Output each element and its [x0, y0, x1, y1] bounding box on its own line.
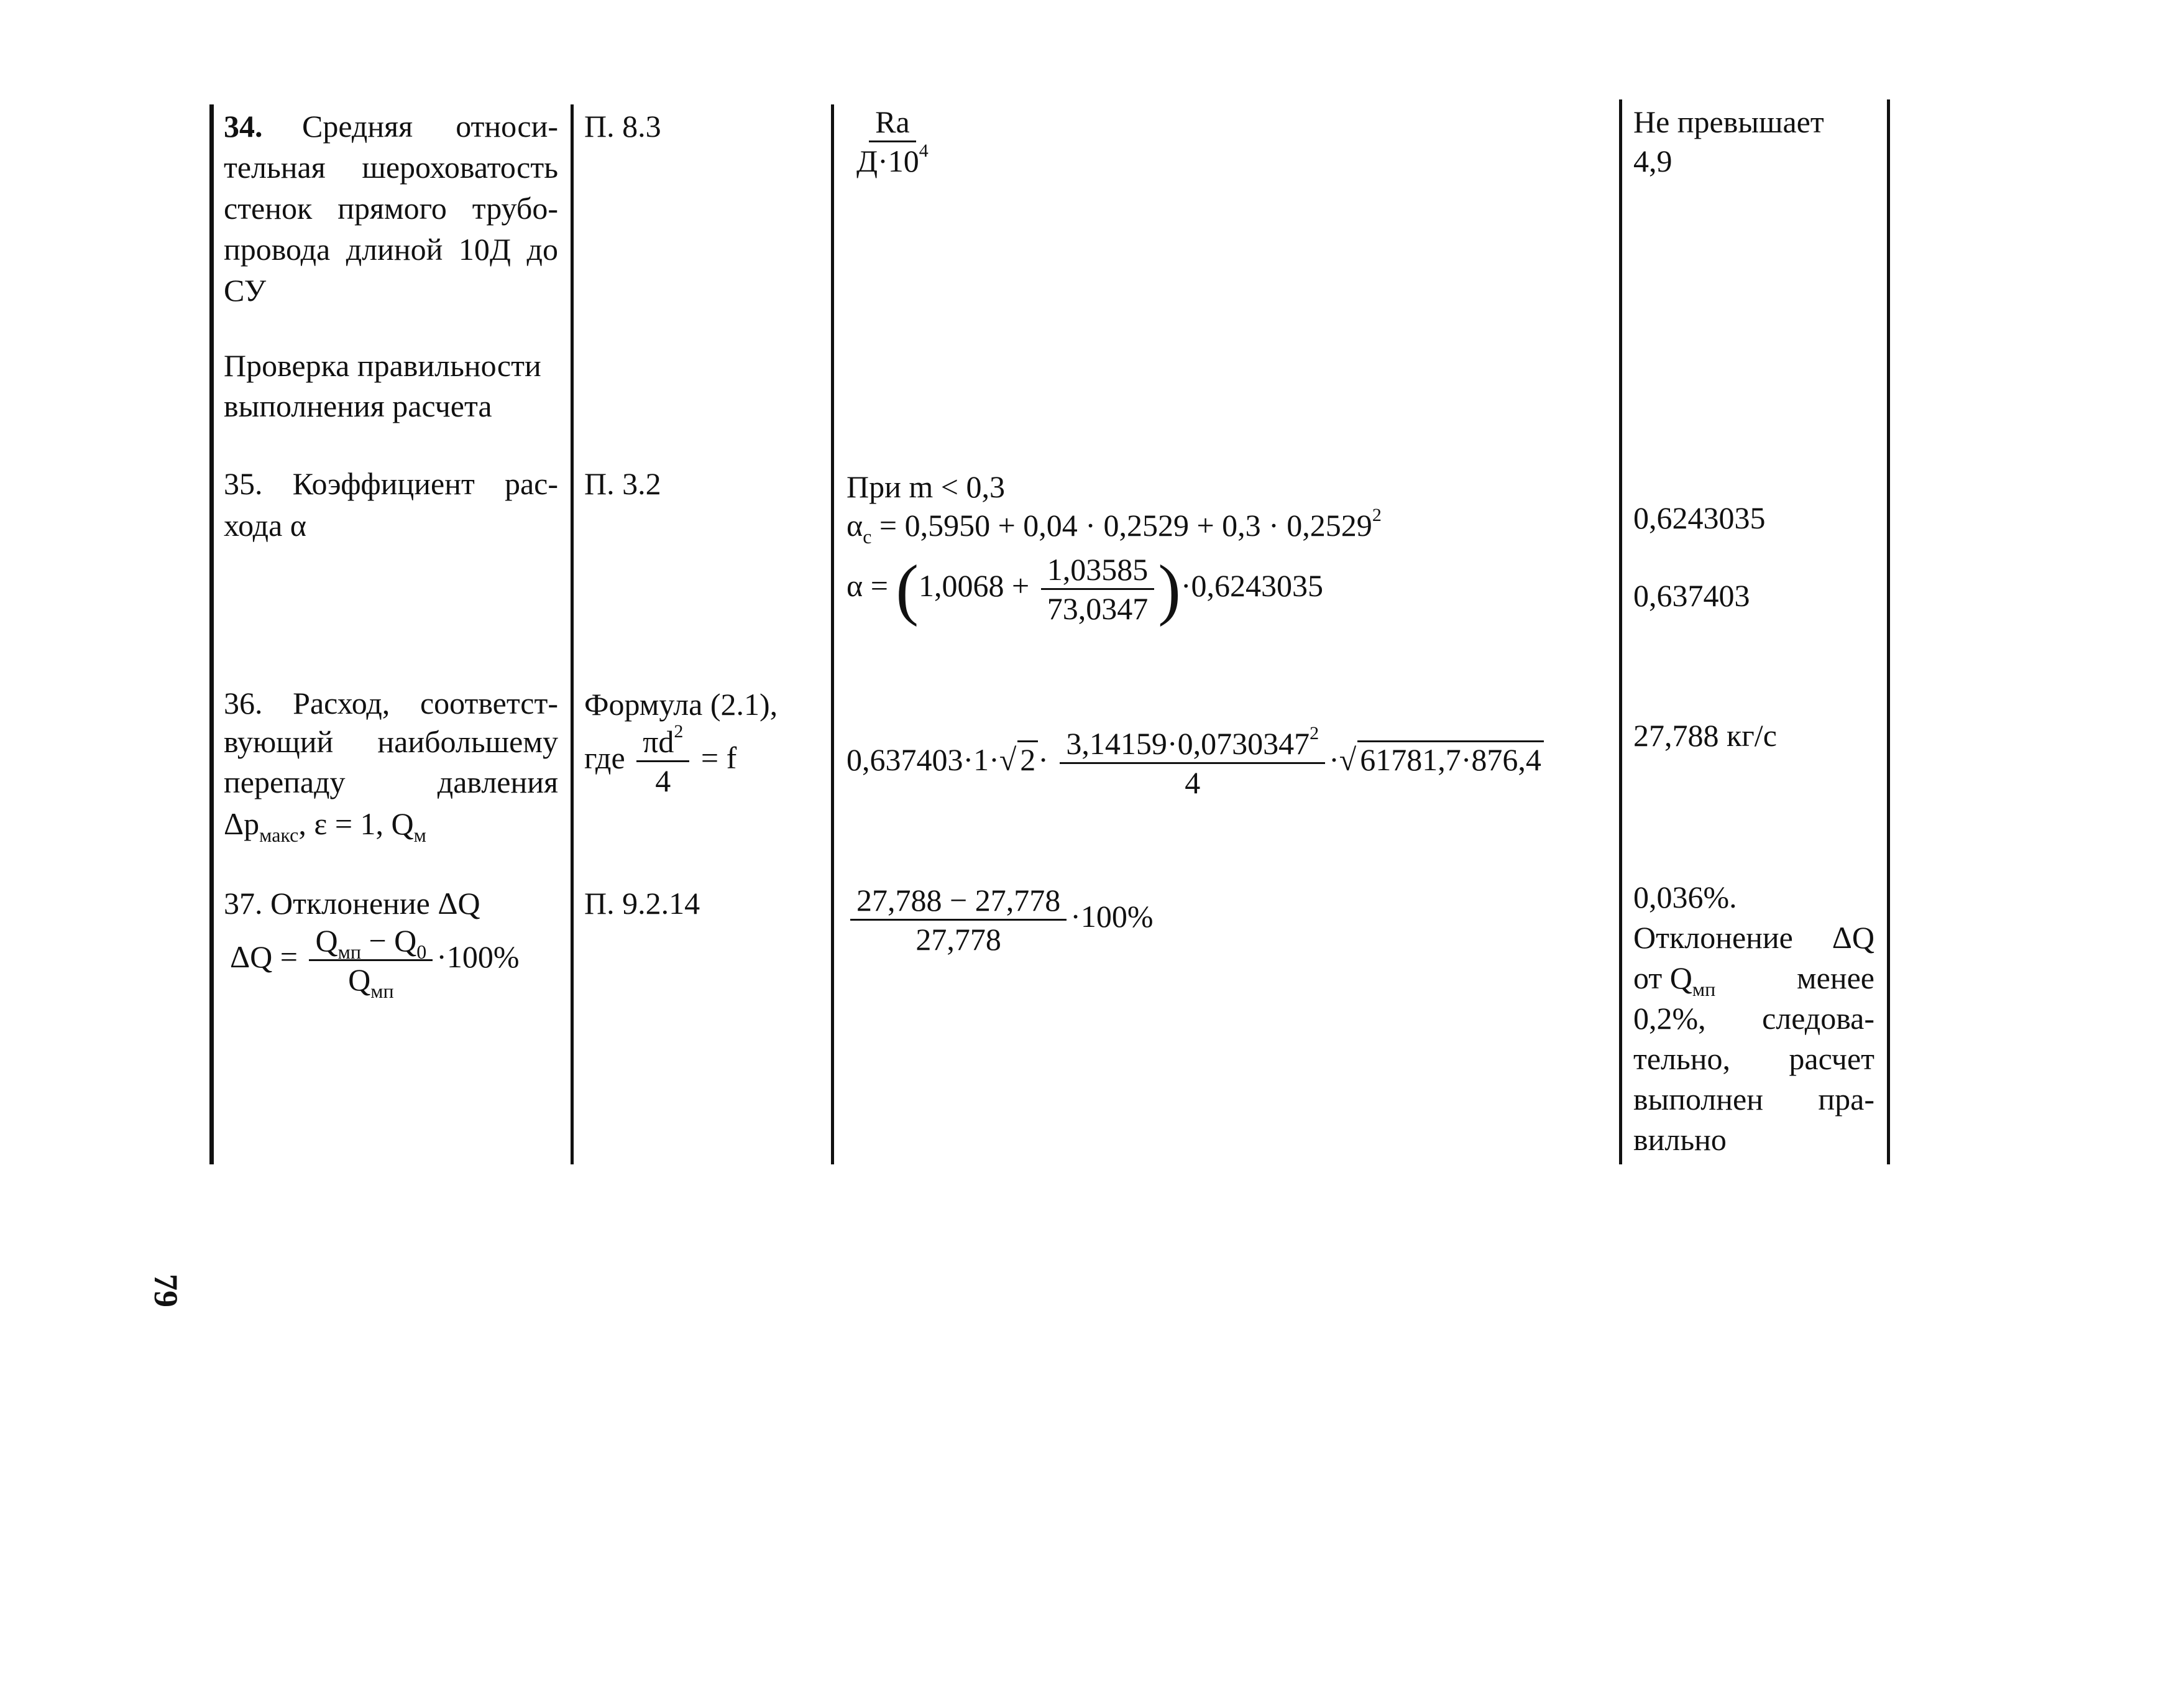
- check-heading-line-2: выполнения расчета: [224, 389, 492, 423]
- row-34-reference: П. 8.3: [584, 109, 661, 144]
- row-37-result-line-1: Отклонение ΔQ: [1633, 920, 1874, 955]
- row-35-name-line-2: хода α: [224, 508, 306, 543]
- row-37-result-value: 0,036%.: [1633, 880, 1737, 914]
- row-36-name-line-2: вующий наибольшему: [224, 724, 558, 759]
- row-34-name-line-5: СУ: [224, 273, 267, 308]
- table-rule-2: [831, 104, 834, 1164]
- row-35-reference: П. 3.2: [584, 466, 661, 501]
- table-border-right: [1887, 99, 1890, 1164]
- check-heading-line-1: Проверка правильности: [224, 348, 541, 383]
- right-paren: ): [1158, 551, 1181, 627]
- row-37-calculation: $\frac{27,788 - 27,778}{27,778}$ ·100%: [847, 883, 1154, 957]
- row-35-name-line-1: 35. Коэффициент рас-: [224, 466, 558, 501]
- row-35-result-2: 0,637403: [1633, 578, 1750, 613]
- row-36-name-line-1: 36. Расход, соответст-: [224, 686, 558, 721]
- row-37-result-line-3: 0,2%, следова-: [1633, 1001, 1874, 1036]
- row-36-result: 27,788 кг/с: [1633, 718, 1777, 753]
- left-paren: (: [896, 551, 919, 627]
- row-37-result-line-4: тельно, расчет: [1633, 1041, 1874, 1076]
- row-37-formula: ΔQ = $\frac{Q_{мп} - Q_0}{Q_{мп}}$ ·100%: [230, 923, 520, 1002]
- row-37-result-line-6: вильно: [1633, 1122, 1727, 1157]
- row-34-result-line-2: 4,9: [1633, 144, 1672, 178]
- row-36-reference: Формула (2.1),: [584, 687, 778, 722]
- row-34-result-line-1: Не превышает: [1633, 104, 1824, 139]
- row-37-result-line-2: от $Q_{мп}$ менее: [1633, 960, 1874, 1000]
- row-34-name-line-3: стенок прямого трубо-: [224, 191, 558, 226]
- table-rule-1: [571, 104, 574, 1164]
- row-35-alpha-formula: α = (1,0068 + $\frac{1,03585}{73,0347}$ )·0,6243035: [847, 551, 1324, 627]
- row-34-number: 34.: [224, 109, 263, 144]
- row-34-name-line-4: провода длиной 10Д до: [224, 232, 558, 267]
- row-34-formula: $\frac{Ra}{Д\cdot 10^4}$: [856, 104, 929, 178]
- row-36-reference-where: где $\frac{\pi d^2}{4}$ = f: [584, 721, 737, 798]
- row-37-reference: П. 9.2.14: [584, 886, 700, 921]
- row-35-condition: При m < 0,3: [847, 469, 1005, 504]
- row-34-name-line-2: тельная шероховатость: [224, 150, 558, 185]
- table-rule-3: [1619, 99, 1622, 1164]
- row-36-name-line-4: $\Delta p_{макс}$, ε = 1, $Q_м$: [224, 806, 426, 846]
- row-37-name: 37. Отклонение ΔQ: [224, 886, 480, 921]
- row-37-result-line-5: выполнен пра-: [1633, 1082, 1874, 1117]
- row-35-alpha-c-formula: $\alpha_с = 0,5950 + 0,04 \cdot 0,2529 + 0,3 \cdot 0,2529^2$: [847, 505, 1382, 548]
- row-36-calculation: 0,637403·1·√ 2· $\frac{3,14159\cdot 0,0730347^2}{4}$ ·√ 61781,7·876,4: [847, 726, 1544, 800]
- row-35-result-1: 0,6243035: [1633, 500, 1766, 535]
- row-34-name-line-1: Средняя относи-: [302, 109, 558, 144]
- page-number: 79: [147, 1274, 185, 1307]
- table-border-left: [209, 104, 214, 1164]
- row-36-name-line-3: перепаду давления: [224, 765, 558, 799]
